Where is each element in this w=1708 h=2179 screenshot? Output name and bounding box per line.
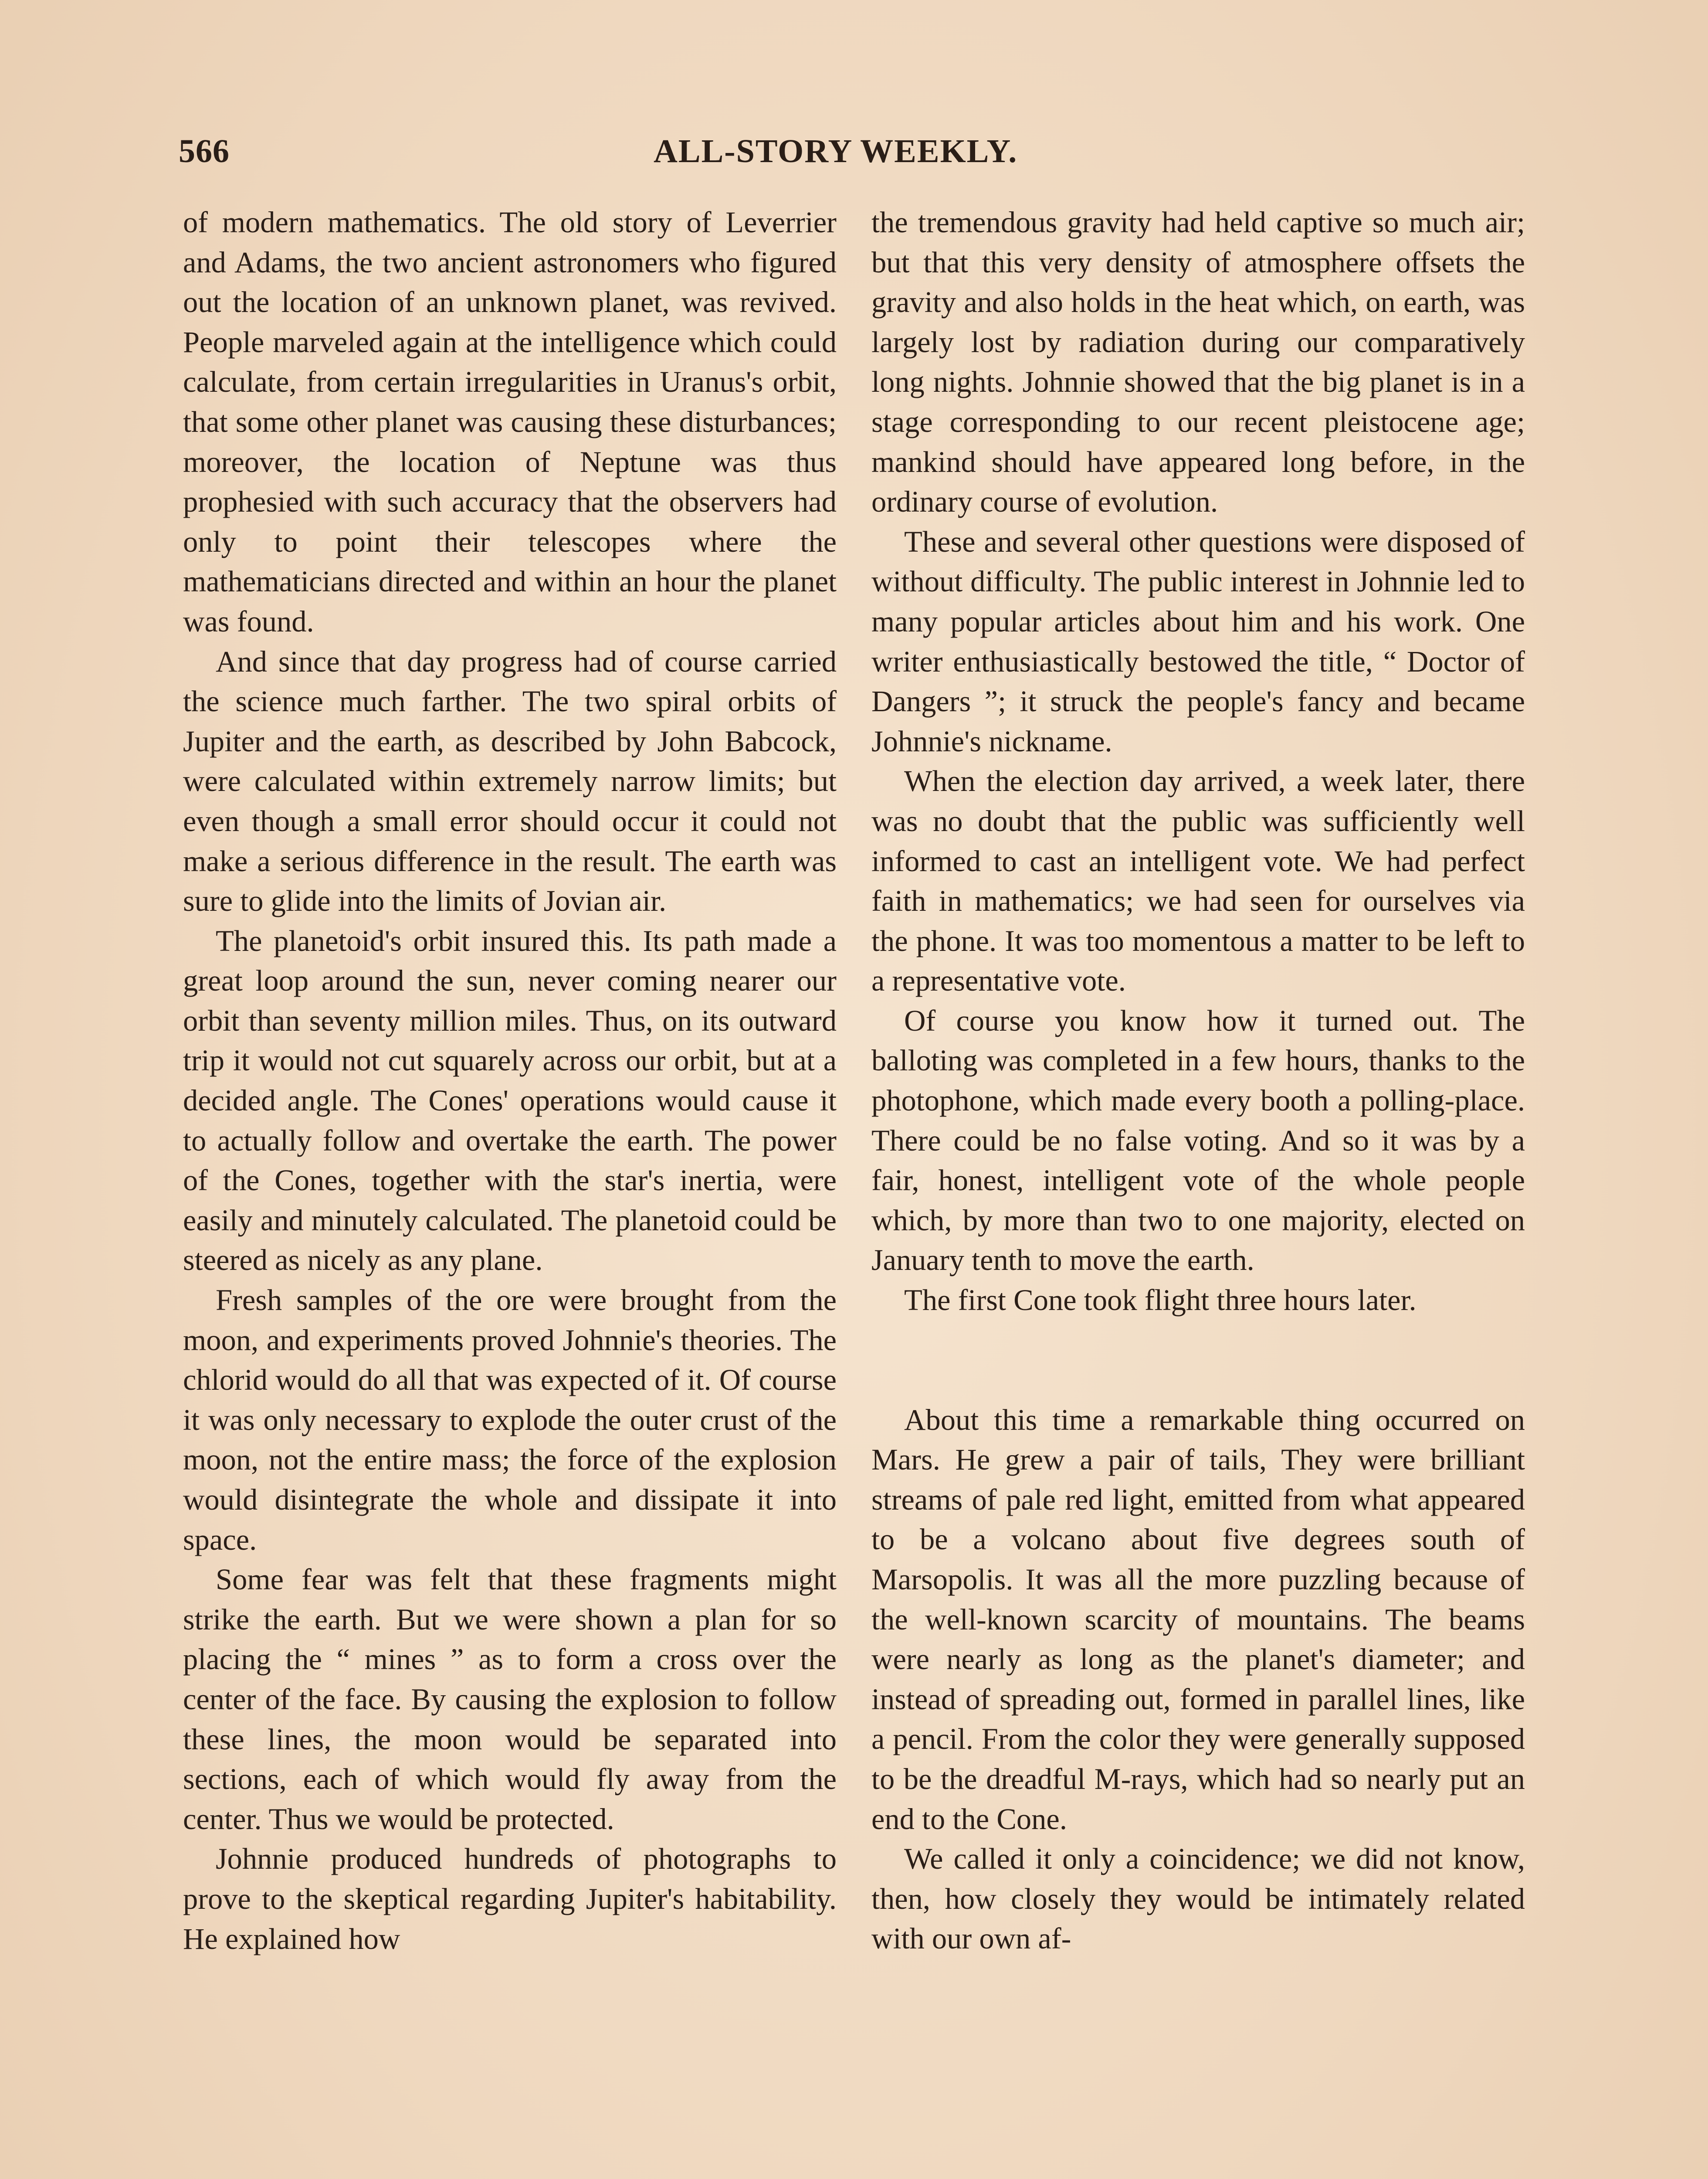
paragraph: The planetoid's orbit insured this. Its path made a great loop around the sun, never coming nearer our orbit than seventy million miles. Thus, on its outward trip it would not cut squarely across our orbit, but at a decided angle. The Cones' operations would cause it to actually follow and overtake the earth. The power of the Cones, together with the star's inertia, were easily and minutely calculated. The planetoid could be steered as nicely as any plane.	[183, 924, 837, 1277]
paragraph: The first Cone took flight three hours later.	[904, 1283, 1417, 1317]
paragraph: Johnnie produced hundreds of photographs to prove to the skeptical regarding Jupiter's habitability. He explained how	[183, 1842, 837, 1955]
page-header	[179, 127, 1529, 175]
section-break	[871, 1320, 1525, 1400]
left-column	[183, 203, 837, 1959]
paragraph: of modern mathematics. The old story of Leverrier and Adams, the two ancient astronomers who figured out the location of an unknown planet, was revived. People marveled again at the intelligence which could calculate, from certain irregularities in Uranus's orbit, that some other planet was causing these disturbances; moreover, the location of Neptune was thus prophesied with such accuracy that the observers had only to point their telescopes where the mathematicians directed and within an hour the planet was found.	[183, 206, 837, 638]
paragraph: And since that day progress had of course carried the science much farther. The two spiral orbits of Jupiter and the earth, as described by John Babcock, were calculated within extremely narrow limits; but even though a small error should occur it could not make a serious difference in the result. The earth was sure to glide into the limits of Jovian air.	[183, 645, 837, 918]
paragraph: the tremendous gravity had held captive so much air; but that this very density of atmosphere offsets the gravity and also holds in the heat which, on earth, was largely lost by radiation during our comparatively long nights. Johnnie showed that the big planet is in a stage corresponding to our recent pleistocene age; mankind should have appeared long before, in the ordinary course of evolution.	[871, 206, 1525, 519]
paragraph: When the election day arrived, a week later, there was no doubt that the public was sufficiently well informed to cast an intelligent vote. We had perfect faith in mathematics; we had seen for ourselves via the phone. It was too momentous a matter to be left to a representative vote.	[871, 764, 1525, 998]
running-head: ALL-STORY WEEKLY.	[654, 133, 1018, 170]
page-number: 566	[179, 133, 230, 170]
paragraph: About this time a remarkable thing occurred on Mars. He grew a pair of tails, They were brilliant streams of pale red light, emitted from what appeared to be a volcano about five degrees south of Marsopolis. It was all the more puzzling because of the well-known scarcity of mountains. The beams were nearly as long as the planet's diameter; and instead of spreading out, formed in parallel lines, like a pencil. From the color they were generally supposed to be the dreadful M-rays, which had so nearly put an end to the Cone.	[871, 1403, 1525, 1836]
right-column	[871, 203, 1525, 1959]
paragraph: Of course you know how it turned out. The balloting was completed in a few hours, thanks to the photophone, which made every booth a polling-place. There could be no false voting. And so it was by a fair, honest, intelligent vote of the whole people which, by more than two to one majority, elected on January tenth to move the earth.	[871, 1004, 1525, 1277]
paragraph: Some fear was felt that these fragments might strike the earth. But we were shown a plan for so placing the “ mines ” as to form a cross over the center of the face. By causing the explosion to follow these lines, the moon would be separated into sections, each of which would fly away from the center. Thus we would be protected.	[183, 1563, 837, 1836]
paragraph: We called it only a coincidence; we did not know, then, how closely they would be intimately related with our own af-	[871, 1842, 1525, 1955]
paragraph: These and several other questions were disposed of without difficulty. The public interest in Johnnie led to many popular articles about him and his work. One writer enthusiastically bestowed the title, “ Doctor of Dangers ”; it struck the people's fancy and became Johnnie's nickname.	[871, 525, 1525, 758]
paragraph: Fresh samples of the ore were brought from the moon, and experiments proved Johnnie's theories. The chlorid would do all that was expected of it. Of course it was only necessary to explode the outer crust of the moon, not the entire mass; the force of the explosion would disintegrate the whole and dissipate it into space.	[183, 1283, 837, 1556]
